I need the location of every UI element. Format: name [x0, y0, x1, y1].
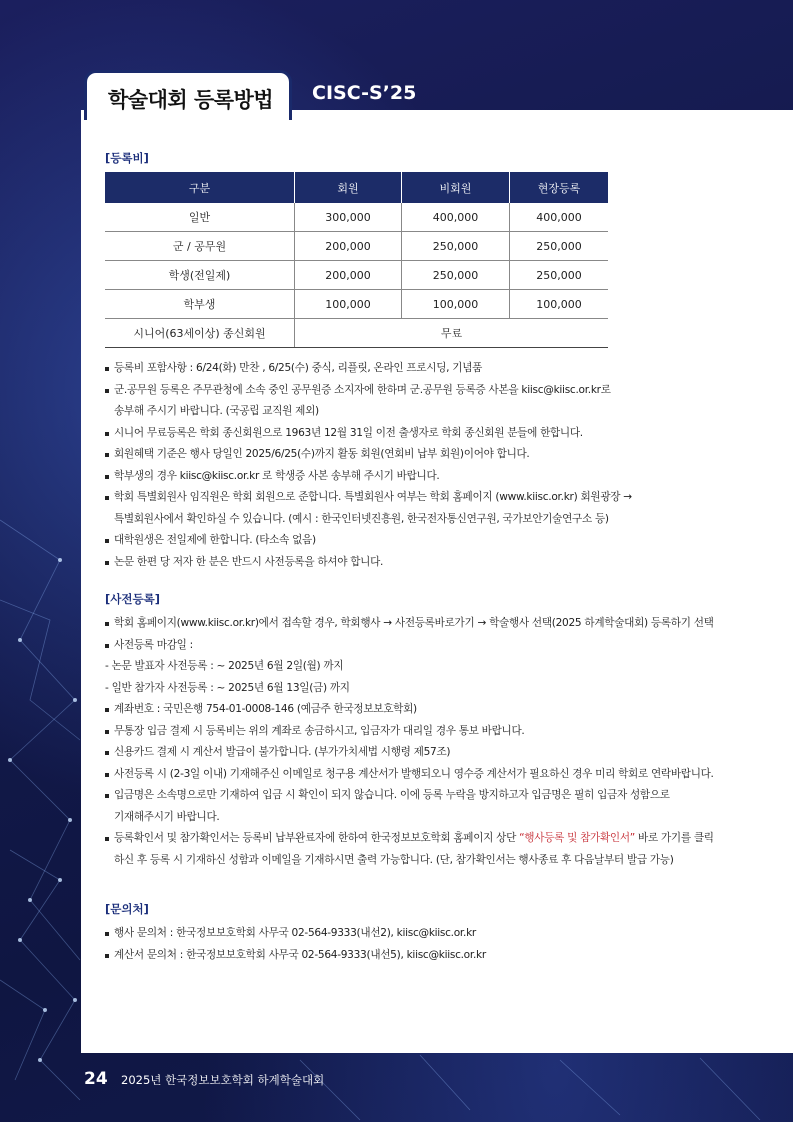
table-cell: 100,000	[295, 290, 402, 319]
table-row	[105, 203, 608, 232]
list-item: 기재해주시기 바랍니다.	[114, 810, 220, 823]
contact-heading: [문의처]	[105, 902, 149, 916]
list-item: 군.공무원 등록은 주무관청에 소속 중인 공무원증 소지자에 한하며 군.공무원 등록증 사본을 kiisc@kiisc.or.kr로	[105, 380, 765, 402]
column-header: 현장등록	[510, 172, 609, 203]
registration-link-text[interactable]: “행사등록 및 참가확인서”	[519, 832, 635, 844]
table-cell: 군 / 공무원	[105, 232, 295, 261]
list-item: 특별회원사에서 확인하실 수 있습니다. (예시 : 한국인터넷진흥원, 한국전자통신연구원, 국가보안기술연구소 등)	[114, 512, 609, 525]
list-item: 계산서 문의처 : 한국정보보호학회 사무국 02-564-9333(내선5), kiisc@kiisc.or.kr	[105, 945, 765, 967]
column-header: 구분	[105, 172, 295, 203]
list-item	[105, 828, 765, 850]
table-cell: 200,000	[295, 232, 402, 261]
list-item: 대학원생은 전일제에 한합니다. (타소속 없음)	[105, 530, 765, 552]
list-item: 논문 한편 당 저자 한 분은 반드시 사전등록을 하셔야 합니다.	[105, 552, 765, 574]
list-item: 행사 문의처 : 한국정보보호학회 사무국 02-564-9333(내선2), kiisc@kiisc.or.kr	[105, 923, 765, 945]
list-item: - 일반 참가자 사전등록 : ~ 2025년 6월 13일(금) 까지	[105, 681, 350, 694]
main-content	[105, 150, 765, 966]
list-item: 계좌번호 : 국민은행 754-01-0008-146 (예금주 한국정보보호학회)	[105, 699, 765, 721]
table-cell: 250,000	[510, 261, 609, 290]
list-item: 하신 후 등록 시 기재하신 성함과 이메일을 기재하시면 출력 가능합니다. (단, 참가확인서는 행사종료 후 다음날부터 발급 가능)	[114, 853, 674, 866]
table-cell: 학생(전일제)	[105, 261, 295, 290]
column-header: 회원	[295, 172, 402, 203]
list-item: 시니어 무료등록은 학회 종신회원으로 1963년 12월 31일 이전 출생자로 학회 종신회원 분들에 한합니다.	[105, 423, 765, 445]
list-item: 신용카드 결제 시 계산서 발급이 불가합니다. (부가가치세법 시행령 제57조)	[105, 742, 765, 764]
list-item: 학부생의 경우 kiisc@kiisc.or.kr 로 학생증 사본 송부해 주시기 바랍니다.	[105, 466, 765, 488]
list-item: 회원혜택 기준은 행사 당일인 2025/6/25(수)까지 활동 회원(연회비 납부 회원)이어야 합니다.	[105, 444, 765, 466]
item-text: 바로 가기를 클릭	[638, 832, 714, 844]
fees-heading: [등록비]	[105, 151, 149, 165]
table-cell: 시니어(63세이상) 종신회원	[105, 319, 295, 348]
table-row	[105, 290, 608, 319]
list-item: 무통장 입금 결제 시 등록비는 위의 계좌로 송금하시고, 입금자가 대리일 경우 통보 바랍니다.	[105, 721, 765, 743]
fee-notes	[105, 358, 765, 573]
table-row	[105, 261, 608, 290]
table-cell: 100,000	[402, 290, 510, 319]
footer-text: 2025년 한국정보보호학회 하계학술대회	[121, 1073, 325, 1087]
list-item: 사전등록 마감일 :	[105, 635, 765, 657]
table-cell: 300,000	[295, 203, 402, 232]
conference-label: CISC-S’25	[312, 82, 417, 104]
list-item: 송부해 주시기 바랍니다. (국공립 교직원 제외)	[114, 405, 319, 417]
table-cell: 일반	[105, 203, 295, 232]
table-cell: 250,000	[402, 261, 510, 290]
fee-table	[105, 172, 608, 348]
table-cell: 400,000	[402, 203, 510, 232]
table-cell: 학부생	[105, 290, 295, 319]
fee-table-header	[105, 172, 608, 203]
list-item: 학회 홈페이지(www.kiisc.or.kr)에서 접속할 경우, 학회행사 → 사전등록바로가기 → 학술행사 선택(2025 하계학술대회) 등록하기 선택	[105, 613, 765, 635]
column-header: 비회원	[402, 172, 510, 203]
list-item: - 논문 발표자 사전등록 : ~ 2025년 6월 2일(월) 까지	[105, 660, 344, 672]
item-text: 등록확인서 및 참가확인서는 등록비 납부완료자에 한하여 한국정보보호학회 홈페이지 상단	[114, 832, 517, 844]
table-cell: 100,000	[510, 290, 609, 319]
table-cell: 200,000	[295, 261, 402, 290]
list-item: 입금명은 소속명으로만 기재하여 입금 시 확인이 되지 않습니다. 이에 등록 누락을 방지하고자 입금명은 필히 입금자 성함으로	[105, 785, 765, 807]
list-item: 등록비 포함사항 : 6/24(화) 만찬 , 6/25(수) 중식, 리플릿, 온라인 프로시딩, 기념품	[105, 358, 765, 380]
preregistration-list	[105, 613, 765, 871]
table-row	[105, 232, 608, 261]
table-cell: 무료	[295, 319, 609, 348]
list-item: 사전등록 시 (2-3일 이내) 기재해주신 이메일로 청구용 계산서가 발행되오니 영수증 계산서가 필요하신 경우 미리 학회로 연락바랍니다.	[105, 764, 765, 786]
preregistration-heading: [사전등록]	[105, 592, 160, 606]
list-item: 학회 특별회원사 임직원은 학회 회원으로 준합니다. 특별회원사 여부는 학회 홈페이지 (www.kiisc.or.kr) 회원광장 →	[105, 487, 765, 509]
page-number: 24	[84, 1069, 108, 1089]
contact-list	[105, 923, 765, 966]
page-title: 학술대회 등록방법	[108, 88, 274, 112]
table-row	[105, 319, 608, 348]
table-cell: 250,000	[510, 232, 609, 261]
table-cell: 250,000	[402, 232, 510, 261]
table-cell: 400,000	[510, 203, 609, 232]
